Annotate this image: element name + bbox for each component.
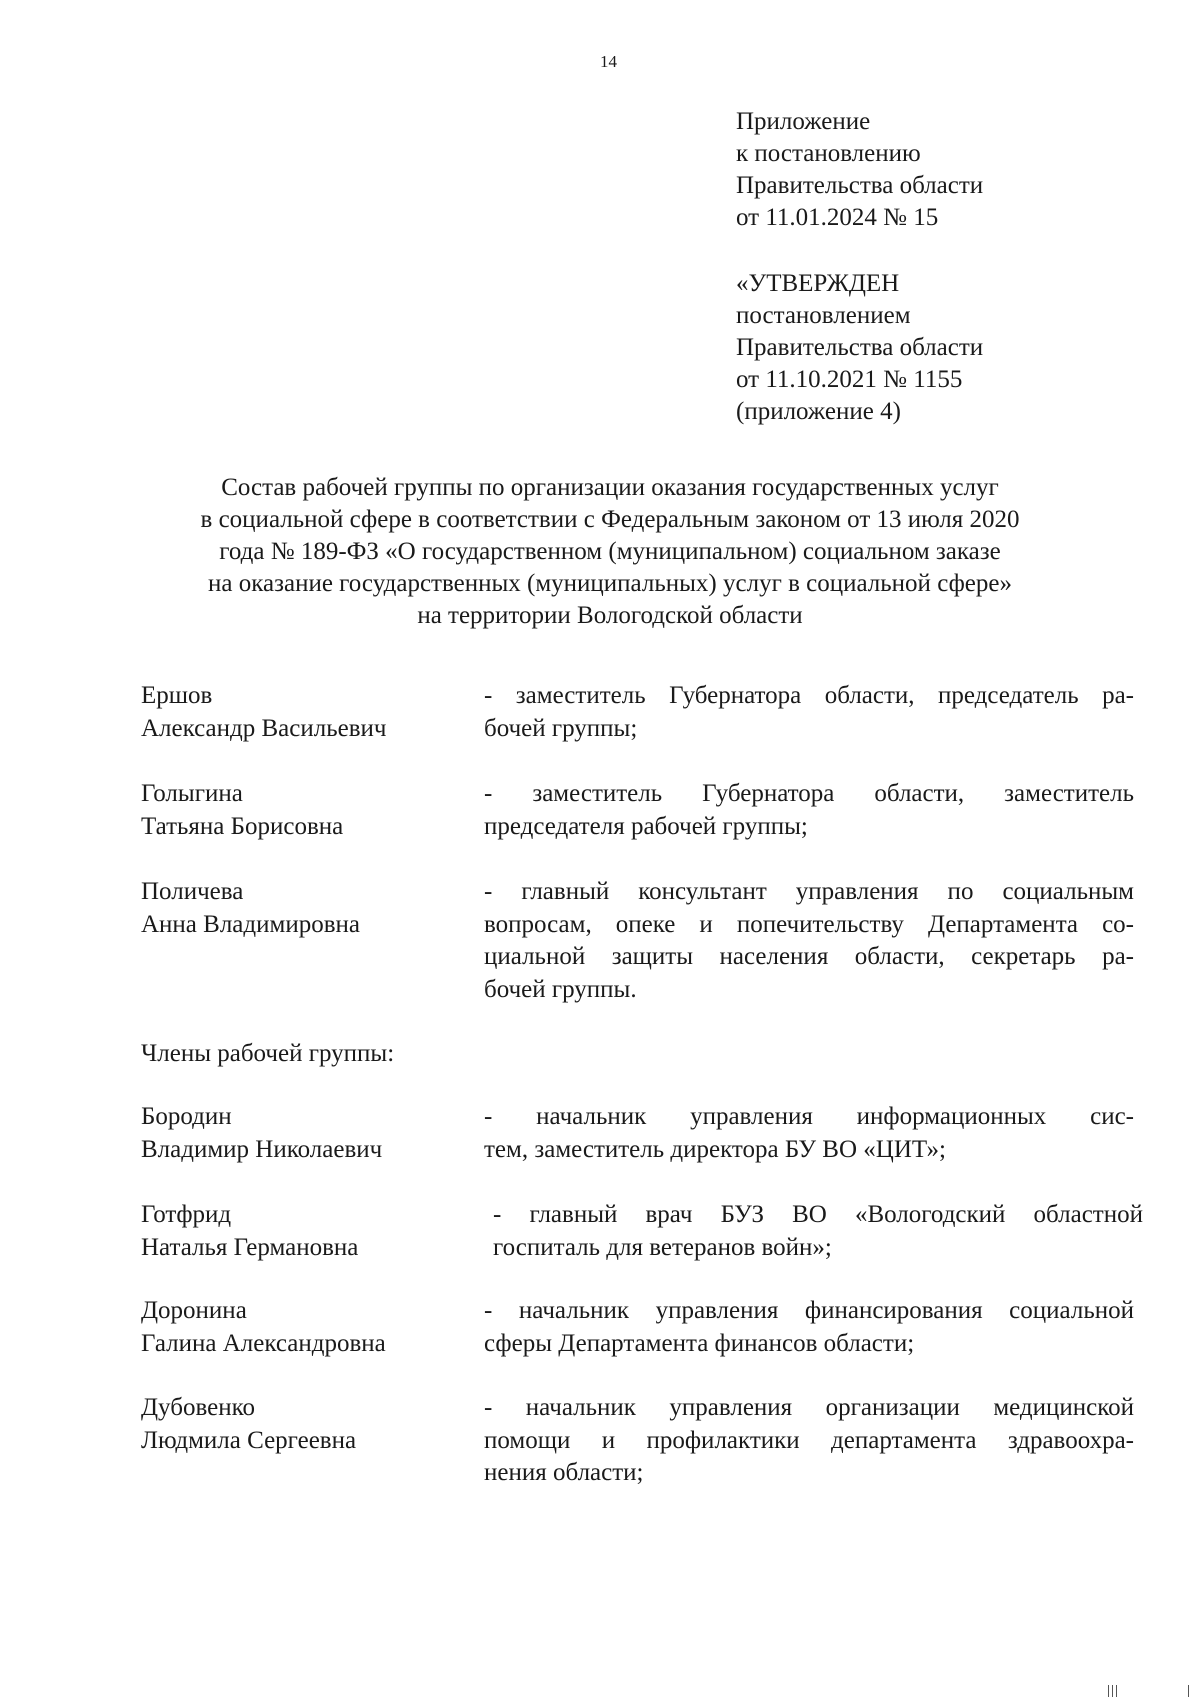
- role-line: вопросам, опеке и попечительству Департамента со-: [484, 910, 1134, 938]
- member-surname: Голыгина: [141, 780, 243, 807]
- role-line: - главный консультант управления по социальным: [484, 878, 1134, 905]
- scan-mark: [1116, 1685, 1117, 1697]
- member-name: Наталья Германовна: [141, 1233, 359, 1261]
- role-line: бочей группы;: [484, 714, 638, 742]
- scan-mark: [1108, 1685, 1109, 1697]
- member-name: Галина Александровна: [141, 1329, 386, 1357]
- role-line: - начальник управления организации медицинской: [484, 1394, 1134, 1421]
- member-person: [141, 1199, 471, 1264]
- member-surname: Доронина: [141, 1297, 247, 1324]
- member-name: Анна Владимировна: [141, 910, 360, 938]
- approval-line: «УТВЕРЖДЕН: [736, 270, 900, 297]
- members-section-label: Члены рабочей группы:: [141, 1040, 395, 1067]
- role-line: нения области;: [484, 1459, 644, 1486]
- member-person: [141, 680, 471, 745]
- member-role: [484, 680, 1134, 745]
- role-line: - начальник управления информационных сис-: [484, 1103, 1134, 1130]
- annex-line: к постановлению: [736, 140, 921, 167]
- member-name: Людмила Сергеевна: [141, 1426, 357, 1454]
- member-surname: Бородин: [141, 1103, 232, 1130]
- document-title: [120, 472, 1100, 632]
- member-role: [493, 1199, 1143, 1264]
- member-name: Татьяна Борисовна: [141, 812, 344, 840]
- scan-mark: [1188, 1685, 1189, 1697]
- title-line: на оказание государственных (муниципальных) услуг в социальной сфере»: [208, 570, 1012, 597]
- role-line: сферы Департамента финансов области;: [484, 1329, 915, 1357]
- approval-reference: [736, 268, 1066, 428]
- member-role: [484, 1101, 1134, 1166]
- role-line: председателя рабочей группы;: [484, 812, 808, 840]
- title-line: в социальной сфере в соответствии с Федеральным законом от 13 июля 2020: [200, 506, 1020, 533]
- approval-line: постановлением: [736, 302, 911, 329]
- title-line: на территории Вологодской области: [417, 602, 803, 629]
- member-surname: Готфрид: [141, 1201, 232, 1228]
- role-line: бочей группы.: [484, 975, 637, 1003]
- title-line: Состав рабочей группы по организации оказания государственных услуг: [221, 474, 999, 501]
- annex-line: Приложение: [736, 108, 871, 135]
- scan-mark: [1112, 1685, 1113, 1697]
- member-person: [141, 1295, 471, 1360]
- member-surname: Дубовенко: [141, 1394, 255, 1421]
- role-line: - заместитель Губернатора области, председатель ра-: [484, 682, 1134, 709]
- role-line: - главный врач БУЗ ВО «Вологодский областной: [493, 1201, 1143, 1228]
- annex-line: Правительства области: [736, 172, 984, 199]
- role-line: - заместитель Губернатора области, заместитель: [484, 780, 1134, 807]
- role-line: помощи и профилактики департамента здравоохра-: [484, 1426, 1134, 1454]
- member-name: Владимир Николаевич: [141, 1135, 383, 1163]
- page-number: 14: [600, 52, 617, 71]
- role-line: госпиталь для ветеранов войн»;: [493, 1233, 832, 1261]
- member-person: [141, 778, 471, 843]
- member-name: Александр Васильевич: [141, 714, 387, 742]
- member-role: [484, 1295, 1134, 1360]
- member-surname: Ершов: [141, 682, 213, 709]
- annex-line: от 11.01.2024 № 15: [736, 204, 939, 231]
- member-role: [484, 778, 1134, 843]
- member-person: [141, 876, 471, 941]
- member-role: [484, 1392, 1134, 1490]
- member-surname: Поличева: [141, 878, 244, 905]
- annex-reference: [736, 106, 1066, 234]
- title-line: года № 189-ФЗ «О государственном (муниципальном) социальном заказе: [219, 538, 1001, 565]
- member-person: [141, 1101, 471, 1166]
- approval-line: Правительства области: [736, 334, 984, 361]
- role-line: тем, заместитель директора БУ ВО «ЦИТ»;: [484, 1135, 946, 1163]
- role-line: - начальник управления финансирования социальной: [484, 1297, 1134, 1324]
- member-person: [141, 1392, 471, 1457]
- role-line: циальной защиты населения области, секретарь ра-: [484, 943, 1134, 970]
- approval-line: от 11.10.2021 № 1155: [736, 366, 963, 393]
- member-role: [484, 876, 1134, 1006]
- approval-line: (приложение 4): [736, 398, 901, 425]
